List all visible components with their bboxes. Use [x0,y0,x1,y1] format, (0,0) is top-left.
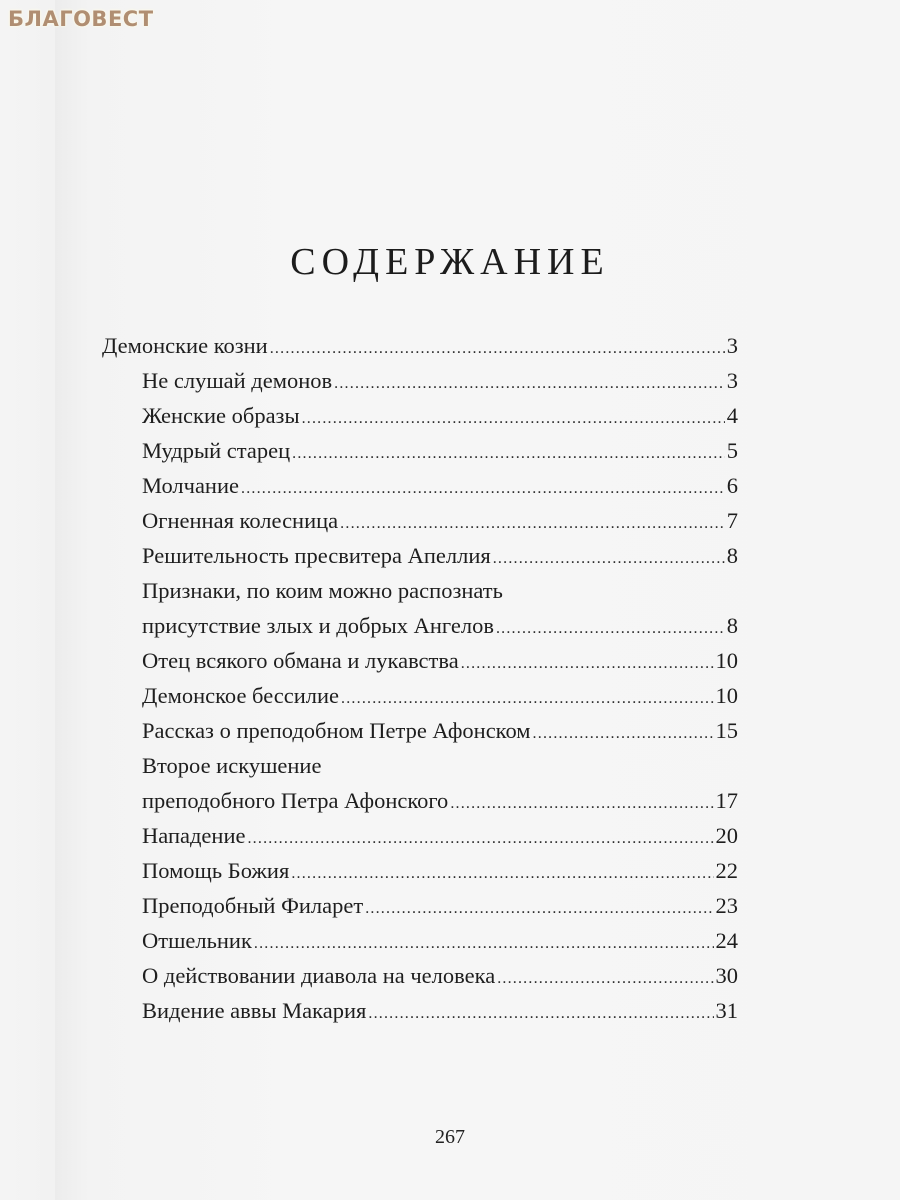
toc-entry-title: О действовании диавола на человека [142,963,496,988]
toc-entry[interactable] [102,923,738,958]
toc-entry-page: 3 [726,368,738,393]
toc-entry-page: 24 [715,928,738,953]
watermark-logo: БЛАГОВЕСТ [8,7,154,31]
page-number: 267 [435,1126,465,1148]
dot-leader [340,506,725,541]
toc-entry-page: 10 [715,648,738,673]
dot-leader [450,786,713,821]
dot-leader [241,471,725,506]
dot-leader [368,996,713,1031]
toc-entry[interactable] [102,363,738,398]
toc-entry-page: 22 [715,858,738,883]
toc-entry-page: 7 [726,508,738,533]
facing-page-edge [0,0,55,1200]
toc-entry-page: 23 [715,893,738,918]
dot-leader [254,926,714,961]
dot-leader [302,401,725,436]
toc-entry-title: Рассказ о преподобном Петре Афонском [142,718,531,743]
toc-entry-page: 3 [726,333,738,358]
toc-entry-title: Молчание [142,473,239,498]
toc-entry-first-line[interactable] [102,748,738,783]
toc-entry-title: Женские образы [142,403,300,428]
toc-entry-page: 20 [715,823,738,848]
toc-entry-title: Демонские козни [102,333,268,358]
toc-entry-title: Видение аввы Макария [142,998,367,1023]
toc-entry-title: Огненная колесница [142,508,339,533]
page-title: СОДЕРЖАНИЕ [290,241,610,283]
toc-entry-title-line1: Признаки, по коим можно распознать [142,578,503,603]
dot-leader [247,821,713,856]
toc-entry[interactable] [102,398,738,433]
toc-entry[interactable] [102,608,738,643]
toc-entry-page: 15 [715,718,738,743]
dot-leader [533,716,714,751]
toc-entry-page: 8 [726,613,738,638]
dot-leader [270,331,725,366]
toc-entry[interactable] [102,818,738,853]
toc-entry-page: 5 [726,438,738,463]
dot-leader [334,366,725,401]
toc-entry-page: 10 [715,683,738,708]
dot-leader [341,681,713,716]
show-through-text [330,78,334,96]
toc-entry-page: 4 [726,403,738,428]
toc-entry-title: Помощь Божия [142,858,290,883]
toc-entry-title: Отшельник [142,928,252,953]
toc-entry[interactable] [102,643,738,678]
toc-entry[interactable] [102,468,738,503]
toc-entry-page: 17 [715,788,738,813]
dot-leader [461,646,714,681]
toc-entry-title: присутствие злых и добрых Ангелов [142,613,494,638]
dot-leader [292,436,725,471]
toc-entry[interactable] [102,678,738,713]
toc-entry[interactable] [102,503,738,538]
toc-entry-title: Не слушай демонов [142,368,333,393]
toc-entry[interactable] [102,888,738,923]
toc-entry-page: 6 [726,473,738,498]
toc-entry-title: Отец всякого обмана и лукавства [142,648,459,673]
toc-entry[interactable] [102,328,738,363]
toc-entry[interactable] [102,853,738,888]
toc-entry-page: 30 [715,963,738,988]
toc-entry-page: 8 [726,543,738,568]
toc-entry-title-line1: Второе искушение [142,753,322,778]
toc-entry[interactable] [102,958,738,993]
toc-entry-title: Преподобный Филарет [142,893,364,918]
toc-entry[interactable] [102,993,738,1028]
dot-leader [496,611,725,646]
dot-leader [365,891,713,926]
toc-entry-title: Демонское бессилие [142,683,340,708]
toc-entry[interactable] [102,538,738,573]
toc-entry-title: Нападение [142,823,246,848]
table-of-contents [102,328,738,1028]
toc-entry-page: 31 [715,998,738,1023]
toc-entry-title: Мудрый старец [142,438,291,463]
dot-leader [497,961,713,996]
toc-entry-title: преподобного Петра Афонского [142,788,449,813]
toc-entry[interactable] [102,713,738,748]
toc-entry-first-line[interactable] [102,573,738,608]
toc-entry[interactable] [102,433,738,468]
dot-leader [291,856,713,891]
dot-leader [493,541,725,576]
toc-entry[interactable] [102,783,738,818]
toc-entry-title: Решительность пресвитера Апеллия [142,543,491,568]
